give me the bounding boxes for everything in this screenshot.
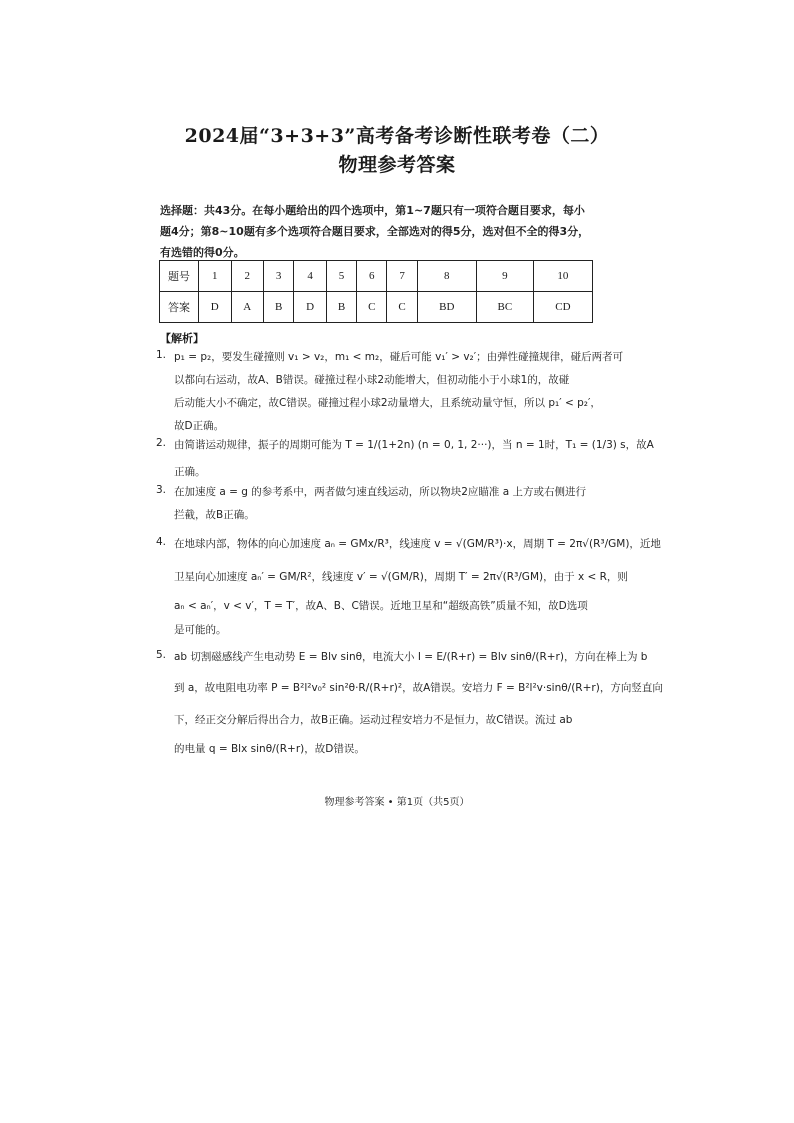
item-line: 以都向右运动，故A、B错误。碰撞过程小球2动能增大，但初动能小于小球1的，故碰	[174, 374, 570, 386]
answer-header: 答案	[160, 292, 199, 323]
question-number: 3	[264, 261, 294, 292]
item-number: 2.	[156, 437, 167, 449]
item-line: 由简谐运动规律，振子的周期可能为 T = 1/(1+2n) (n = 0, 1, 2···)，当 n = 1时，T₁ = (1/3) s，故A	[174, 439, 654, 451]
answer-cell: C	[357, 292, 387, 323]
item-number: 3.	[156, 484, 167, 496]
answer-table	[159, 260, 593, 323]
item-number: 5.	[156, 649, 167, 661]
answer-cell: B	[264, 292, 294, 323]
question-number: 10	[533, 261, 592, 292]
question-number: 5	[326, 261, 356, 292]
question-number: 4	[294, 261, 327, 292]
item-line: 故D正确。	[174, 420, 225, 432]
question-number: 1	[199, 261, 232, 292]
answer-cell: A	[231, 292, 264, 323]
item-line: ab 切割磁感线产生电动势 E = Blv sinθ，电流大小 I = E/(R+r) = Blv sinθ/(R+r)，方向在棒上为 b	[174, 651, 648, 663]
item-number: 1.	[156, 349, 167, 361]
item-line: p₁ = p₂，要发生碰撞则 v₁ > v₂，m₁ < m₂，碰后可能 v₁′ > v₂′；由弹性碰撞规律，碰后两者可	[174, 351, 624, 363]
answer-row	[160, 292, 593, 323]
item-number: 4.	[156, 536, 167, 548]
question-number: 7	[387, 261, 417, 292]
answer-cell: BD	[417, 292, 476, 323]
exam-subtitle: 物理参考答案	[338, 154, 456, 176]
exam-title: 2024届“3+3+3”高考备考诊断性联考卷（二）	[184, 125, 610, 147]
item-line: 的电量 q = Blx sinθ/(R+r)，故D错误。	[174, 743, 365, 755]
item-line: 到 a，故电阻电功率 P = B²l²v₀² sin²θ·R/(R+r)²，故A错误。安培力 F = B²l²v·sinθ/(R+r)，方向竖直向	[174, 682, 663, 694]
question-number: 2	[231, 261, 264, 292]
item-line: 卫星向心加速度 aₙ′ = GM/R²，线速度 v′ = √(GM/R)，周期 T′ = 2π√(R³/GM)，由于 x < R，则	[174, 571, 628, 583]
question-number: 9	[476, 261, 533, 292]
answer-cell: BC	[476, 292, 533, 323]
item-line: 是可能的。	[174, 624, 227, 636]
item-line: 下，经正交分解后得出合力，故B正确。运动过程安培力不是恒力，故C错误。流过 ab	[174, 714, 573, 726]
item-line: 后动能大小不确定，故C错误。碰撞过程小球2动量增大，且系统动量守恒，所以 p₁′ < p₂′，	[174, 397, 601, 409]
question-number: 8	[417, 261, 476, 292]
scoring-instructions: 选择题：共43分。在每小题给出的四个选项中，第1~7题只有一项符合题目要求，每小题4分；第8~10题有多个选项符合题目要求，全部选对的得5分，选对但不全的得3分，有选错的得0分。	[160, 204, 590, 259]
question-number: 6	[357, 261, 387, 292]
item-line: aₙ < aₙ′，v < v′，T = T′，故A、B、C错误。近地卫星和“超级高铁”质量不知，故D选项	[174, 600, 588, 612]
question-number-header: 题号	[160, 261, 199, 292]
answer-cell: D	[294, 292, 327, 323]
item-line: 在加速度 a = g 的参考系中，两者做匀速直线运动，所以物块2应瞄准 a 上方或右侧进行	[174, 486, 587, 498]
page-footer: 物理参考答案 • 第1页（共5页）	[324, 797, 470, 808]
item-line: 在地球内部，物体的向心加速度 aₙ = GMx/R³，线速度 v = √(GM/R³)·x，周期 T = 2π√(R³/GM)，近地	[174, 538, 661, 550]
question-number-row	[160, 261, 593, 292]
answer-cell: C	[387, 292, 417, 323]
item-line: 拦截，故B正确。	[174, 509, 255, 521]
answer-cell: B	[326, 292, 356, 323]
analysis-heading: 【解析】	[160, 332, 204, 345]
item-line: 正确。	[174, 466, 206, 478]
answer-cell: CD	[533, 292, 592, 323]
answer-cell: D	[199, 292, 232, 323]
